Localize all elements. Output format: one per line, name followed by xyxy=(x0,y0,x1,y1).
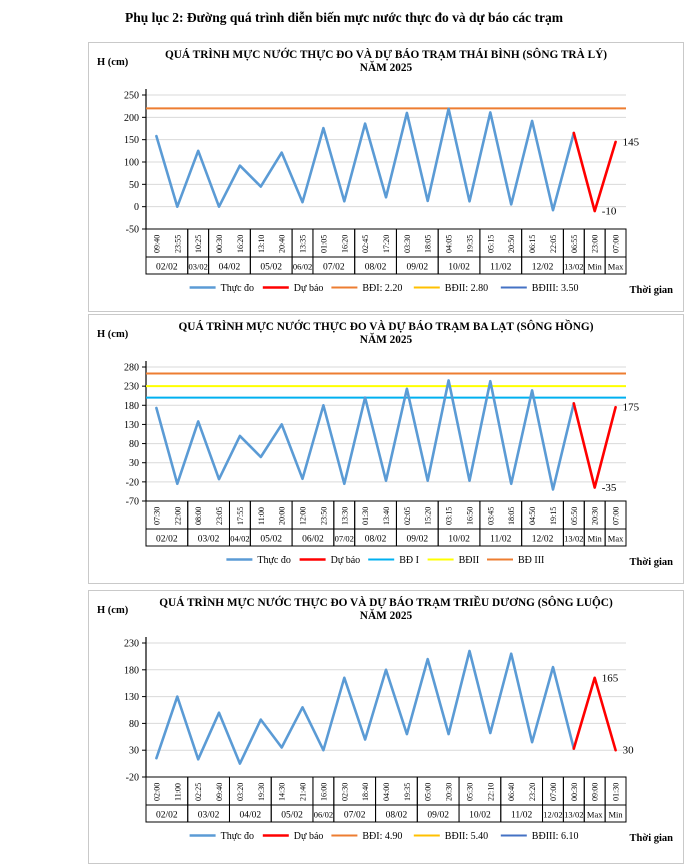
legend-label: Dự báo xyxy=(293,283,324,294)
date-label: 03/02 xyxy=(188,261,208,272)
y-tick-label: 200 xyxy=(124,112,139,124)
series-line xyxy=(574,403,616,487)
x-time-label: 23:20 xyxy=(528,782,538,801)
x-time-label: 03:15 xyxy=(444,506,454,525)
x-time-label: 17:55 xyxy=(235,506,245,525)
x-time-label: 07:30 xyxy=(152,506,162,525)
legend-label: Dự báo xyxy=(293,831,324,842)
legend-label: BĐIII: 3.50 xyxy=(531,283,579,294)
x-time-label: 06:15 xyxy=(528,234,538,253)
gridlines xyxy=(146,95,626,207)
date-label: 12/02 xyxy=(543,809,563,820)
x-time-label: 19:30 xyxy=(256,782,266,801)
series-line xyxy=(574,678,616,750)
y-tick-label: 30 xyxy=(129,458,139,470)
x-time-label: 03:20 xyxy=(235,782,245,801)
y-tick-label: 80 xyxy=(129,439,139,451)
gridlines xyxy=(146,367,626,482)
y-tick-label: -50 xyxy=(125,224,139,236)
x-time-label: 13:30 xyxy=(340,506,350,525)
date-label: 04/02 xyxy=(239,810,262,821)
y-tick-label: 130 xyxy=(124,692,139,704)
x-time-label: 05:50 xyxy=(569,506,579,525)
annotation-label: 145 xyxy=(622,136,640,149)
x-time-label: 19:15 xyxy=(549,506,558,525)
x-time-label: 18:40 xyxy=(361,782,371,801)
x-time-label: 02:00 xyxy=(152,782,162,801)
chart-svg-1 xyxy=(89,315,681,579)
x-time-label: 23:05 xyxy=(215,506,224,525)
legend-label: BĐI: 4.90 xyxy=(362,831,403,842)
x-time-label: 01:30 xyxy=(611,782,621,801)
date-label: 13/02 xyxy=(564,261,584,272)
date-label: 06/02 xyxy=(292,261,313,272)
y-tick-label: 150 xyxy=(124,135,139,147)
date-label: 04/02 xyxy=(218,262,241,273)
x-time-label: 07:00 xyxy=(611,506,621,525)
x-time-label: 02:45 xyxy=(361,234,371,253)
x-time-label: 11:00 xyxy=(256,507,266,525)
y-tick-label: 50 xyxy=(129,179,139,191)
chart-subtitle: NĂM 2025 xyxy=(359,334,413,346)
chart-title: QUÁ TRÌNH MỰC NƯỚC THỰC ĐO VÀ DỰ BÁO TRẠM THÁI BÌNH (SÔNG TRÀ LÝ) xyxy=(164,49,608,61)
x-time-label: 20:30 xyxy=(590,506,600,525)
x-axis-label: Thời gian xyxy=(629,285,673,296)
y-tick-label: 280 xyxy=(124,362,139,374)
date-label: 08/02 xyxy=(364,262,387,273)
chart-svg-0 xyxy=(89,43,681,307)
x-time-label: 18:05 xyxy=(507,506,517,525)
y-tick-label: 130 xyxy=(124,419,139,431)
legend xyxy=(226,555,544,566)
x-time-label: 21:40 xyxy=(298,782,308,801)
date-label: 11/02 xyxy=(490,534,512,545)
date-label: 07/02 xyxy=(343,810,366,821)
x-time-label: 10:25 xyxy=(194,234,204,253)
date-label: Max xyxy=(607,533,624,544)
chart-svg-2 xyxy=(89,591,681,855)
y-tick-label: 30 xyxy=(129,745,139,757)
x-time-label: 20:00 xyxy=(277,506,287,525)
y-axis-label: H (cm) xyxy=(97,329,129,340)
date-label: 03/02 xyxy=(197,534,220,545)
x-time-label: 13:40 xyxy=(382,506,391,525)
x-time-label: 04:00 xyxy=(382,782,391,801)
date-label: 03/02 xyxy=(197,810,220,821)
x-time-label: 22:00 xyxy=(173,506,183,525)
chart-box-trieu-duong xyxy=(88,590,684,864)
y-tick-label: 80 xyxy=(129,718,139,730)
x-time-label: 02:30 xyxy=(340,782,350,801)
legend-label: BĐ III xyxy=(518,555,545,566)
date-label: 12/02 xyxy=(531,262,554,273)
date-label: 11/02 xyxy=(511,810,533,821)
y-tick-label: 250 xyxy=(124,90,139,102)
legend-label: Thực đo xyxy=(257,555,291,566)
x-time-label: 22:05 xyxy=(549,234,558,253)
x-time-label: 20:40 xyxy=(277,234,287,253)
date-label: 09/02 xyxy=(406,262,429,273)
date-label: 05/02 xyxy=(260,262,283,273)
y-tick-label: -70 xyxy=(125,496,139,508)
x-label-band xyxy=(146,501,626,546)
annotation-label: 175 xyxy=(622,401,640,414)
x-axis-label: Thời gian xyxy=(629,557,673,568)
x-time-label: 00:30 xyxy=(569,782,579,801)
y-tick-label: 100 xyxy=(124,157,139,169)
x-time-label: 00:30 xyxy=(215,234,224,253)
date-label: 02/02 xyxy=(156,810,178,821)
date-label: 06/02 xyxy=(313,809,334,820)
y-tick-label: -20 xyxy=(125,772,139,784)
date-label: 04/02 xyxy=(230,533,250,544)
x-time-label: 18:05 xyxy=(423,234,433,253)
date-label: 10/02 xyxy=(448,262,470,273)
x-time-label: 20:30 xyxy=(444,782,454,801)
legend-label: Thực đo xyxy=(220,283,255,294)
date-label: 11/02 xyxy=(490,262,512,273)
x-time-label: 17:20 xyxy=(382,234,391,253)
date-label: Min xyxy=(587,261,602,272)
x-time-label: 01:30 xyxy=(361,506,371,525)
x-time-label: 16:20 xyxy=(340,234,350,253)
x-time-label: 01:05 xyxy=(319,234,329,253)
legend-label: BĐI: 2.20 xyxy=(362,283,403,294)
x-time-label: 07:00 xyxy=(549,782,558,801)
chart-title: QUÁ TRÌNH MỰC NƯỚC THỰC ĐO VÀ DỰ BÁO TRẠM BA LẠT (SÔNG HỒNG) xyxy=(178,321,594,333)
annotation-label: 30 xyxy=(622,744,634,757)
x-time-label: 23:55 xyxy=(173,234,183,253)
x-time-label: 23:50 xyxy=(319,506,329,525)
gridlines xyxy=(146,643,626,750)
legend-label: Dự báo xyxy=(330,555,361,566)
legend-label: BĐII: 5.40 xyxy=(444,831,489,842)
legend-label: BĐ I xyxy=(399,555,419,566)
date-label: 06/02 xyxy=(302,534,324,545)
x-time-label: 07:00 xyxy=(611,234,621,253)
x-time-label: 13:35 xyxy=(298,234,308,253)
page-title: Phụ lục 2: Đường quá trình diễn biến mực nước thực đo và dự báo các trạm xyxy=(125,10,563,25)
date-label: Max xyxy=(607,261,624,272)
x-time-label: 09:00 xyxy=(590,782,600,801)
date-label: Max xyxy=(586,809,603,820)
date-label: 02/02 xyxy=(156,262,178,273)
date-label: 05/02 xyxy=(260,534,283,545)
y-tick-label: 0 xyxy=(134,202,139,214)
x-time-label: 09:40 xyxy=(215,782,224,801)
date-label: Min xyxy=(587,533,602,544)
x-time-label: 16:50 xyxy=(465,506,475,525)
date-label: 10/02 xyxy=(448,534,470,545)
x-time-label: 02:25 xyxy=(194,782,204,801)
date-label: 08/02 xyxy=(364,534,387,545)
x-time-label: 06:40 xyxy=(507,782,517,801)
x-time-label: 19:35 xyxy=(465,234,475,253)
x-time-label: 16:20 xyxy=(235,234,245,253)
legend xyxy=(190,283,579,294)
chart-title: QUÁ TRÌNH MỰC NƯỚC THỰC ĐO VÀ DỰ BÁO TRẠM TRIỀU DƯƠNG (SÔNG LUỘC) xyxy=(159,597,613,609)
x-time-label: 02:05 xyxy=(402,506,412,525)
date-label: 13/02 xyxy=(564,809,584,820)
legend-label: Thực đo xyxy=(220,831,255,842)
annotation-label: 165 xyxy=(601,672,619,685)
x-time-label: 19:35 xyxy=(402,782,412,801)
x-time-label: 12:00 xyxy=(298,506,308,525)
date-label: 09/02 xyxy=(427,810,449,821)
x-label-band xyxy=(146,229,626,274)
date-label: 12/02 xyxy=(531,534,554,545)
y-tick-label: 230 xyxy=(124,638,139,650)
x-time-label: 04:50 xyxy=(528,506,538,525)
date-label: 02/02 xyxy=(156,534,178,545)
date-label: Min xyxy=(608,809,623,820)
date-label: 08/02 xyxy=(385,810,408,821)
y-axis-label: H (cm) xyxy=(97,605,129,616)
legend-label: BĐII: 2.80 xyxy=(444,283,489,294)
y-tick-label: 230 xyxy=(124,381,139,393)
x-axis-label: Thời gian xyxy=(629,833,673,844)
legend-label: BĐII xyxy=(458,555,480,566)
date-label: 10/02 xyxy=(469,810,491,821)
chart-box-ba-lat xyxy=(88,314,684,584)
date-label: 05/02 xyxy=(281,810,303,821)
x-time-label: 16:00 xyxy=(319,782,329,801)
y-axis-label: H (cm) xyxy=(97,57,129,68)
date-label: 07/02 xyxy=(334,533,354,544)
x-time-label: 06:55 xyxy=(569,234,579,253)
chart-box-thai-binh xyxy=(88,42,684,312)
y-tick-label: -20 xyxy=(125,477,139,489)
y-tick-label: 180 xyxy=(124,400,139,412)
date-label: 07/02 xyxy=(323,262,345,273)
x-time-label: 23:00 xyxy=(590,234,600,253)
x-time-label: 09:40 xyxy=(152,234,162,253)
y-tick-label: 180 xyxy=(124,665,139,677)
x-time-label: 04:05 xyxy=(444,234,454,253)
x-time-label: 08:00 xyxy=(194,506,204,525)
legend-label: BĐIII: 6.10 xyxy=(531,831,579,842)
x-time-label: 15:20 xyxy=(423,506,433,525)
annotation-label: -10 xyxy=(601,205,617,218)
x-time-label: 11:00 xyxy=(173,783,183,801)
chart-subtitle: NĂM 2025 xyxy=(359,62,413,74)
x-time-label: 14:30 xyxy=(277,782,287,801)
x-time-label: 22:10 xyxy=(486,782,496,801)
annotation-label: -35 xyxy=(601,482,617,495)
x-time-label: 03:30 xyxy=(402,234,412,253)
x-label-band xyxy=(146,777,626,822)
series-line xyxy=(156,109,573,210)
chart-subtitle: NĂM 2025 xyxy=(359,610,413,622)
x-time-label: 03:45 xyxy=(486,506,496,525)
x-time-label: 05:30 xyxy=(465,782,475,801)
series-line xyxy=(574,133,616,211)
legend xyxy=(190,831,579,842)
x-time-label: 13:10 xyxy=(256,234,266,253)
date-label: 13/02 xyxy=(564,533,584,544)
x-time-label: 20:50 xyxy=(507,234,517,253)
x-time-label: 05:00 xyxy=(423,782,433,801)
series-line xyxy=(156,651,573,764)
date-label: 09/02 xyxy=(406,534,429,545)
x-time-label: 05:15 xyxy=(486,234,496,253)
